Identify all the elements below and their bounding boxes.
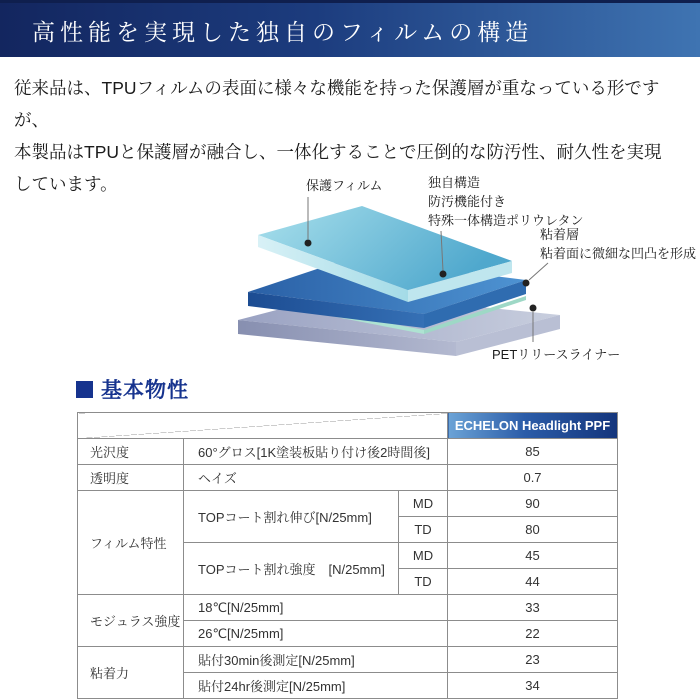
row-value: 23 (448, 647, 618, 673)
row-category: 透明度 (78, 465, 184, 491)
row-value: 85 (448, 439, 618, 465)
row-value: 90 (448, 491, 618, 517)
row-direction: MD (399, 491, 448, 517)
svg-text:独自構造: 独自構造 (428, 175, 481, 190)
svg-text:PETリリースライナー: PETリリースライナー (492, 347, 621, 362)
pointer-dot-icon (305, 240, 312, 247)
pointer-dot-icon (530, 305, 537, 312)
svg-text:粘着面に微細な凹凸を形成: 粘着面に微細な凹凸を形成 (540, 246, 697, 261)
row-value: 80 (448, 517, 618, 543)
row-value: 33 (448, 595, 618, 621)
table-row (78, 439, 618, 465)
table-row (78, 491, 618, 517)
row-value: 0.7 (448, 465, 618, 491)
diagonal-empty-cell (78, 413, 448, 439)
row-direction: MD (399, 543, 448, 569)
svg-text:特殊一体構造ポリウレタン: 特殊一体構造ポリウレタン (428, 213, 584, 228)
row-test: TOPコート割れ強度 [N/25mm] (184, 543, 399, 595)
svg-text:防汚機能付き: 防汚機能付き (428, 194, 507, 209)
basic-properties-heading (76, 374, 189, 404)
row-category: 光沢度 (78, 439, 184, 465)
row-test: ヘイズ (184, 465, 448, 491)
row-test: TOPコート割れ伸び[N/25mm] (184, 491, 399, 543)
row-value: 22 (448, 621, 618, 647)
blue-square-icon (76, 381, 93, 398)
product-column-header: ECHELON Headlight PPF (448, 413, 618, 439)
row-category: フィルム特性 (78, 491, 184, 595)
row-value: 45 (448, 543, 618, 569)
row-test: 26℃[N/25mm] (184, 621, 448, 647)
table-row (78, 465, 618, 491)
svg-text:粘着層: 粘着層 (540, 227, 580, 242)
row-direction: TD (399, 517, 448, 543)
row-category: モジュラス強度 (78, 595, 184, 647)
row-test: 貼付24hr後測定[N/25mm] (184, 673, 448, 699)
row-value: 44 (448, 569, 618, 595)
pointer-dot-icon (523, 280, 530, 287)
table-row (78, 647, 618, 673)
label-adhesive-layer (523, 227, 697, 287)
intro-line-3: しています。 (14, 174, 118, 194)
table-row (78, 595, 618, 621)
row-test: 60°グロス[1K塗装板貼り付け後2時間後] (184, 439, 448, 465)
intro-line-2: 本製品はTPUと保護層が融合し、一体化することで圧倒的な防汚性、耐久性を実現 (14, 142, 662, 162)
svg-text:保護フィルム: 保護フィルム (306, 178, 383, 193)
pointer-dot-icon (440, 271, 447, 278)
intro-line-1: 従来品は、TPUフィルムの表面に様々な機能を持った保護層が重なっている形ですが、 (14, 78, 660, 130)
row-direction: TD (399, 569, 448, 595)
row-value: 34 (448, 673, 618, 699)
page-title: 高性能を実現した独自のフィルムの構造 (32, 19, 534, 45)
basic-properties-table (77, 412, 618, 699)
table-header-row (78, 413, 618, 439)
row-category: 粘着力 (78, 647, 184, 699)
row-test: 18℃[N/25mm] (184, 595, 448, 621)
row-test: 貼付30min後測定[N/25mm] (184, 647, 448, 673)
section-title: 基本物性 (101, 379, 189, 402)
